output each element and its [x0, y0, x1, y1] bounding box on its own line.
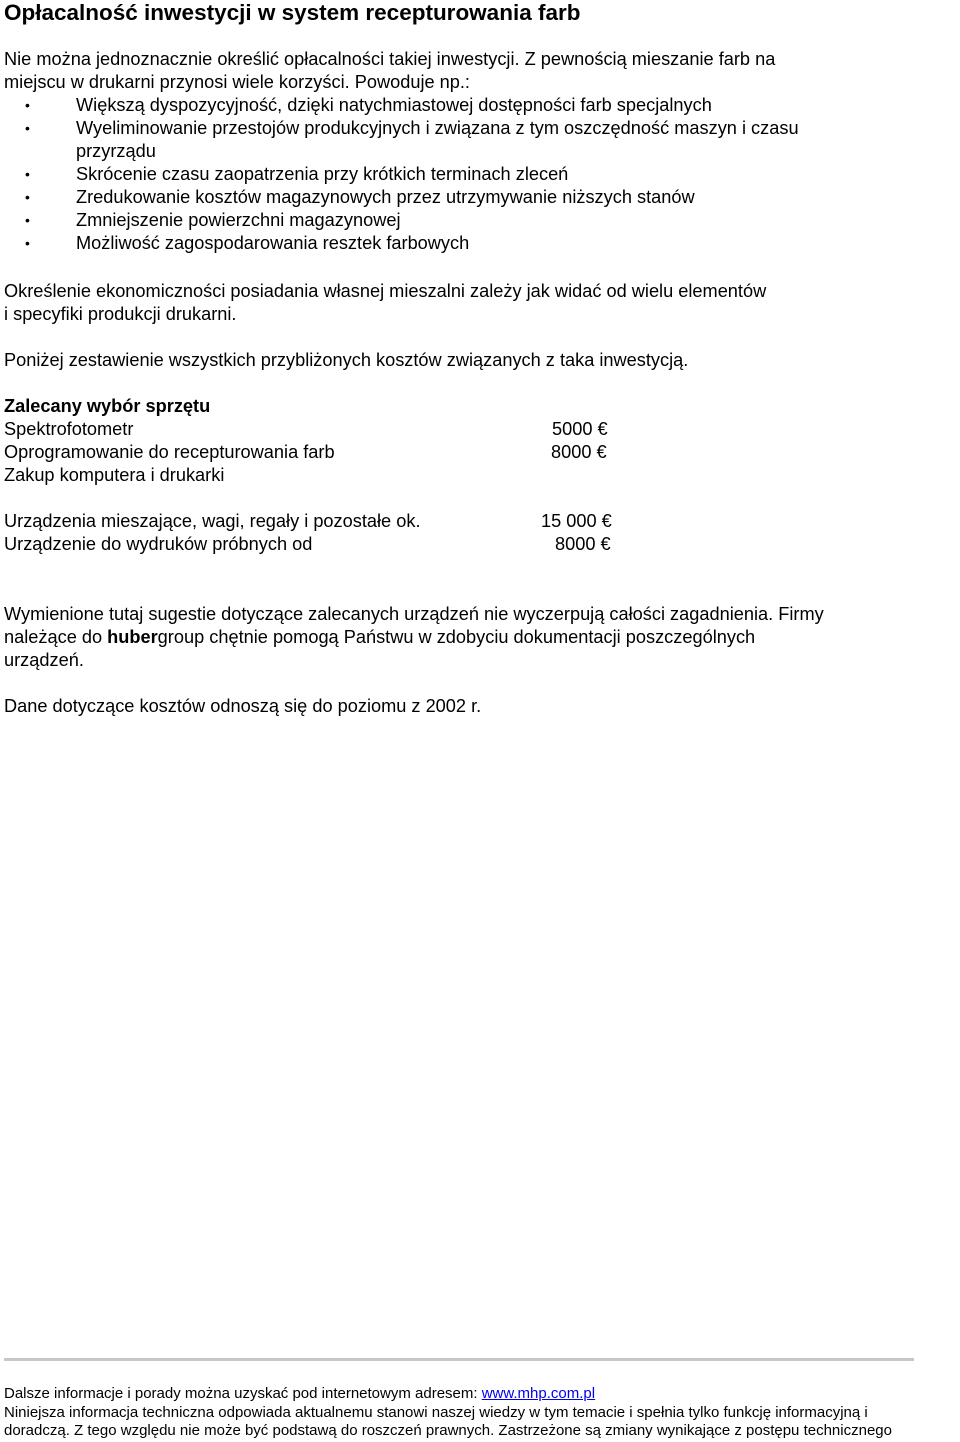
brand-name: huber — [107, 627, 158, 647]
economics-line-2: i specyfiki produkcji drukarni. — [4, 304, 237, 324]
equipment-heading: Zalecany wybór sprzętu — [4, 396, 211, 416]
equipment-name: Urządzenia mieszające, wagi, regały i pozostałe ok. — [4, 511, 421, 531]
list-item: • Większą dyspozycyjność, dzięki natychmiastowej dostępności farb specjalnych — [25, 95, 712, 115]
equipment-price: 8000 € — [551, 442, 607, 462]
bullet-icon: • — [25, 166, 30, 182]
list-item: • Skrócenie czasu zaopatrzenia przy krótkich terminach zleceń — [25, 164, 569, 184]
equipment-price: 15 000 € — [541, 511, 612, 531]
bullet-icon: • — [25, 97, 30, 113]
list-item-continuation: przyrządu — [76, 141, 156, 161]
bullet-icon: • — [25, 189, 30, 205]
closing-line-3: urządzeń. — [4, 650, 84, 670]
closing-line-2: należące do hubergroup chętnie pomogą Państwu w zdobyciu dokumentacji poszczególnych — [4, 627, 756, 647]
website-link[interactable]: www.mhp.com.pl — [481, 1385, 596, 1402]
footer-disclaimer-1: Niniejsza informacja techniczna odpowiada aktualnemu stanowi naszej wiedzy w tym temacie i spełnia tylko funkcję informacyjną i — [4, 1404, 868, 1421]
intro-line-1: Nie można jednoznacznie określić opłacalności takiej inwestycji. Z pewnością mieszanie farb na — [4, 49, 776, 69]
cost-note: Dane dotyczące kosztów odnoszą się do poziomu z 2002 r. — [4, 696, 482, 716]
summary-intro: Poniżej zestawienie wszystkich przybliżonych kosztów związanych z taka inwestycją. — [4, 350, 689, 370]
benefits-list — [4, 94, 799, 255]
equipment-name: Zakup komputera i drukarki — [4, 465, 225, 485]
footer-info: Dalsze informacje i porady można uzyskać pod internetowym adresem: www.mhp.com.pl — [4, 1385, 596, 1402]
list-item: • Zredukowanie kosztów magazynowych przez utrzymywanie niższych stanów — [25, 187, 695, 207]
bullet-icon: • — [25, 120, 30, 136]
closing-line-1: Wymienione tutaj sugestie dotyczące zalecanych urządzeń nie wyczerpują całości zagadnienia. Firmy — [4, 604, 824, 624]
economics-line-1: Określenie ekonomiczności posiadania własnej mieszalni zależy jak widać od wielu elementów — [4, 281, 767, 301]
page-title: Opłacalność inwestycji w system recepturowania farb — [4, 0, 581, 25]
list-item: • Możliwość zagospodarowania resztek farbowych — [25, 233, 470, 253]
bullet-icon: • — [25, 212, 30, 228]
intro-line-2: miejscu w drukarni przynosi wiele korzyści. Powoduje np.: — [4, 72, 470, 92]
footer-disclaimer-2: doradczą. Z tego względu nie może być podstawą do roszczeń prawnych. Zastrzeżone są zmiany wynikające z postępu technicznego — [4, 1422, 892, 1439]
equipment-name: Spektrofotometr — [4, 419, 134, 439]
list-item: • Zmniejszenie powierzchni magazynowej — [25, 210, 401, 230]
list-item: • Wyeliminowanie przestojów produkcyjnych i związana z tym oszczędność maszyn i czasu — [25, 118, 799, 138]
equipment-name: Urządzenie do wydruków próbnych od — [4, 534, 313, 554]
equipment-price: 5000 € — [552, 419, 608, 439]
equipment-price: 8000 € — [555, 534, 611, 554]
bullet-icon: • — [25, 235, 30, 251]
footer-divider — [4, 1358, 914, 1361]
equipment-name: Oprogramowanie do recepturowania farb — [4, 442, 335, 462]
